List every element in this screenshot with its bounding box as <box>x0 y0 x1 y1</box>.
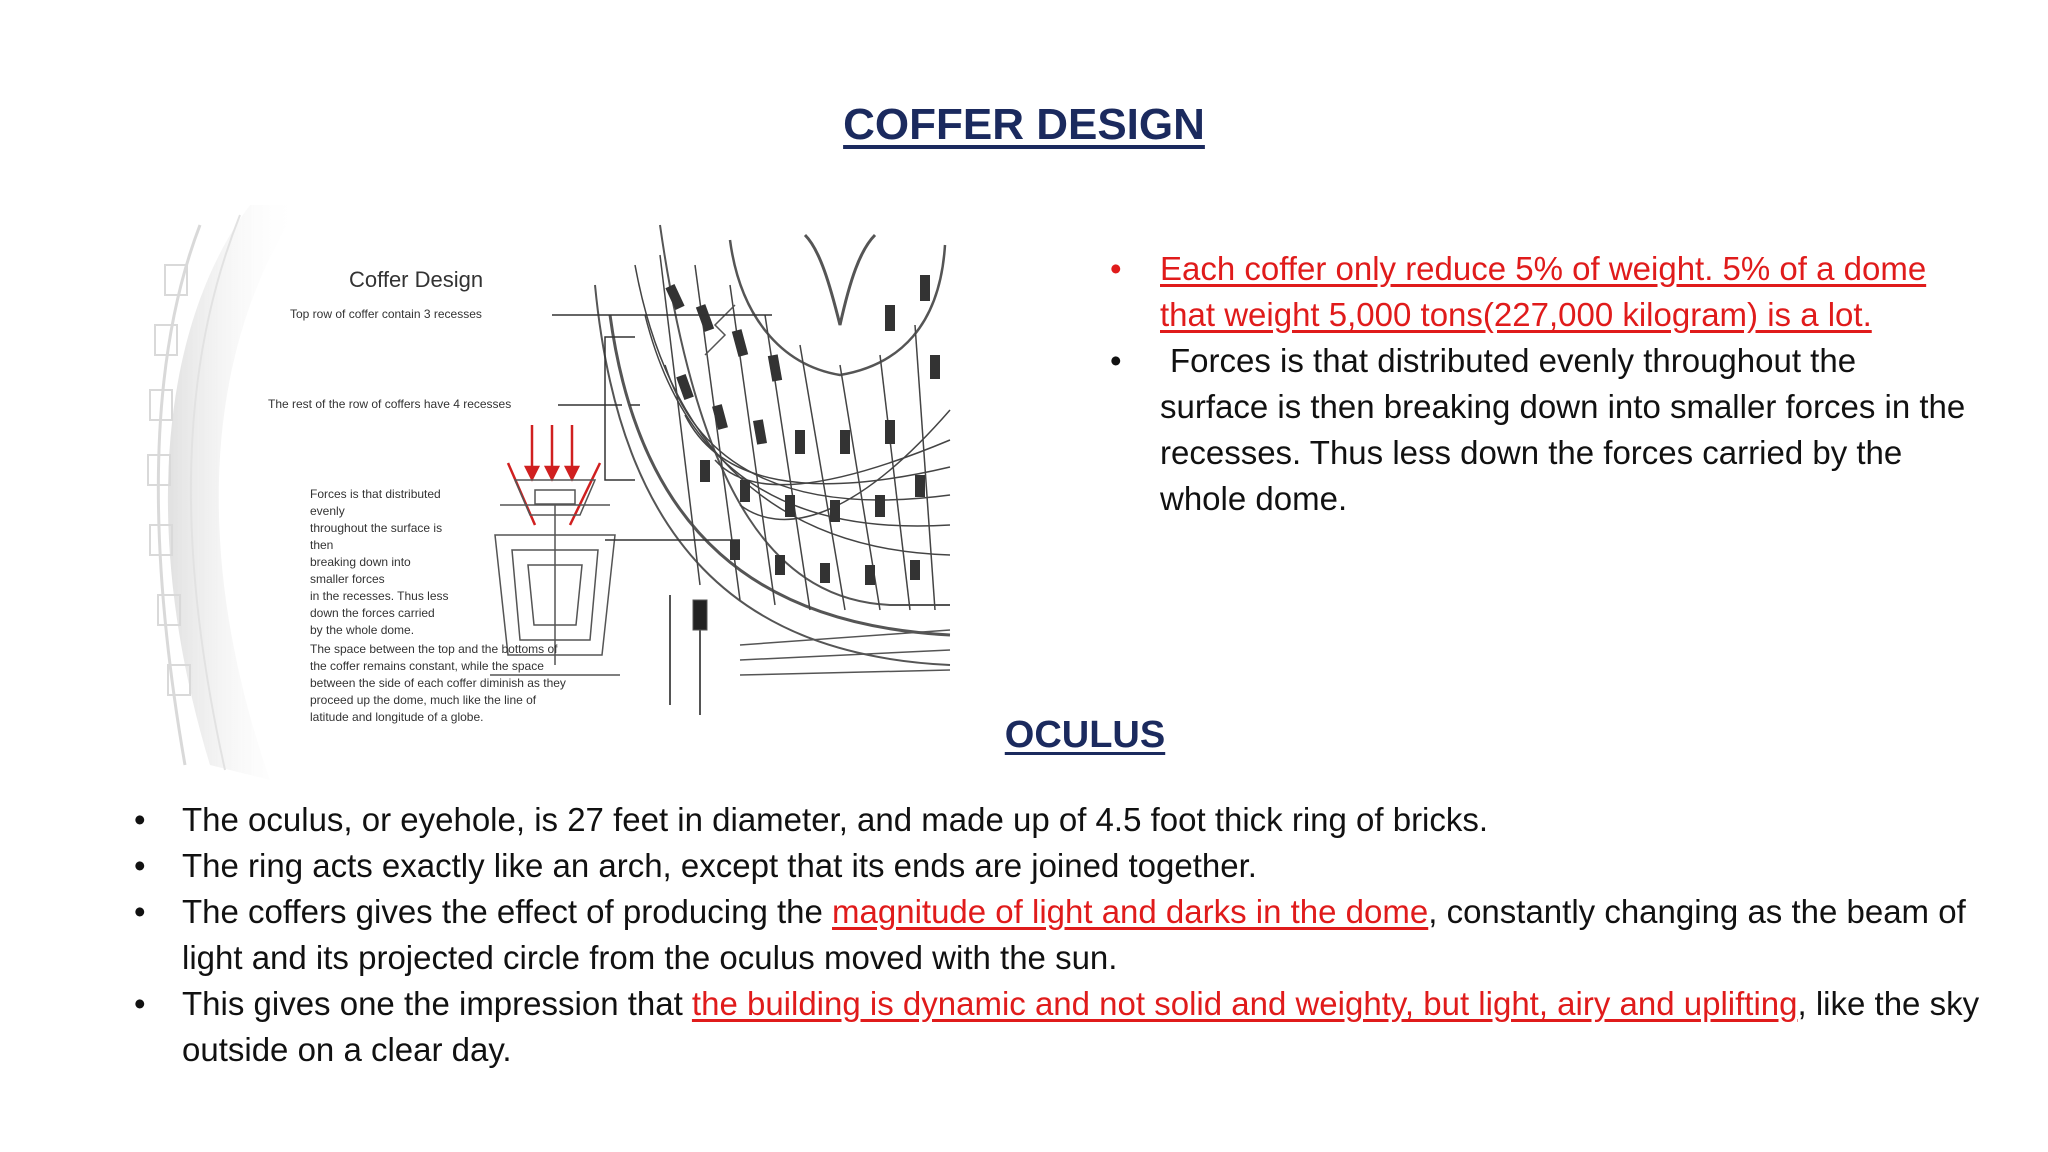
coffers-effect-highlight: magnitude of light and darks in the dome <box>832 893 1429 930</box>
bullet-marker: • <box>134 893 146 930</box>
svg-text:then: then <box>310 538 334 552</box>
faded-ring-graphic <box>148 205 300 780</box>
impression-text-end: , like the sky outside on a clear day. <box>182 985 1980 1068</box>
force-diagram-graphic <box>490 425 620 675</box>
dome-section-graphic <box>595 225 950 715</box>
bullet-marker: • <box>134 985 146 1022</box>
ring-arch-text: The ring acts exactly like an arch, except that its ends are joined together. <box>182 847 1257 884</box>
svg-text:proceed up the dome, much like: proceed up the dome, much like the line of <box>310 693 537 707</box>
coffer-design-figure <box>140 205 1045 780</box>
label-forces <box>310 487 449 637</box>
svg-text:The space between the top and: The space between the top and the bottoms of <box>310 642 558 656</box>
forces-text: Forces is that distributed evenly throughout the surface is then breaking down into smaller forces in the recesses. Thus less down the forces carried by the whole dome. <box>1160 342 1966 517</box>
label-space <box>310 642 566 724</box>
bullet-marker: • <box>134 801 146 838</box>
svg-text:smaller forces: smaller forces <box>310 572 385 586</box>
coffer-bullet-list <box>1108 246 1968 522</box>
list-item <box>128 889 2008 981</box>
svg-text:in the recesses. Thus less: in the recesses. Thus less <box>310 589 449 603</box>
list-item <box>1108 246 1968 338</box>
label-rest-rows: The rest of the row of coffers have 4 recesses <box>268 397 512 411</box>
coffers-effect-text-end: , constantly changing as the beam of light and its projected circle from the oculus moved with the sun. <box>182 893 1966 976</box>
weight-reduction-text: Each coffer only reduce 5% of weight. 5% of a dome that weight 5,000 tons(227,000 kilogram) is a lot. <box>1160 250 1927 333</box>
list-item <box>128 843 2008 889</box>
impression-highlight: the building is dynamic and not solid and weighty, but light, airy and uplifting <box>691 985 1798 1022</box>
coffers-effect-text-start: The coffers gives the effect of producing the <box>182 893 833 930</box>
oculus-bullet-list <box>128 797 2008 1073</box>
svg-text:the coffer remains constant, w: the coffer remains constant, while the space <box>310 659 544 673</box>
figure-heading: Coffer Design <box>349 267 484 292</box>
svg-text:Forces is that distributed: Forces is that distributed <box>310 487 441 501</box>
svg-text:between the side of each coffe: between the side of each coffer diminish as they <box>310 676 566 690</box>
svg-text:evenly: evenly <box>310 504 345 518</box>
bullet-marker: • <box>1110 342 1122 379</box>
svg-text:throughout the surface is: throughout the surface is <box>310 521 443 535</box>
svg-text:by the whole dome.: by the whole dome. <box>310 623 415 637</box>
section-heading-oculus: OCULUS <box>1004 714 1166 756</box>
list-item <box>1108 338 1968 522</box>
slide-title: COFFER DESIGN <box>843 100 1205 149</box>
list-item <box>128 981 2008 1073</box>
label-top-row: Top row of coffer contain 3 recesses <box>290 307 482 321</box>
svg-text:breaking down into: breaking down into <box>310 555 411 569</box>
list-item <box>128 797 2008 843</box>
svg-text:down the forces carried: down the forces carried <box>310 606 435 620</box>
coffer-diagram <box>140 205 1045 780</box>
bullet-marker: • <box>1110 250 1122 287</box>
impression-text-start: This gives one the impression that <box>182 985 692 1022</box>
oculus-diameter-text: The oculus, or eyehole, is 27 feet in diameter, and made up of 4.5 foot thick ring of bricks. <box>182 801 1489 838</box>
svg-text:latitude and longitude of a gl: latitude and longitude of a globe. <box>310 710 484 724</box>
bullet-marker: • <box>134 847 146 884</box>
